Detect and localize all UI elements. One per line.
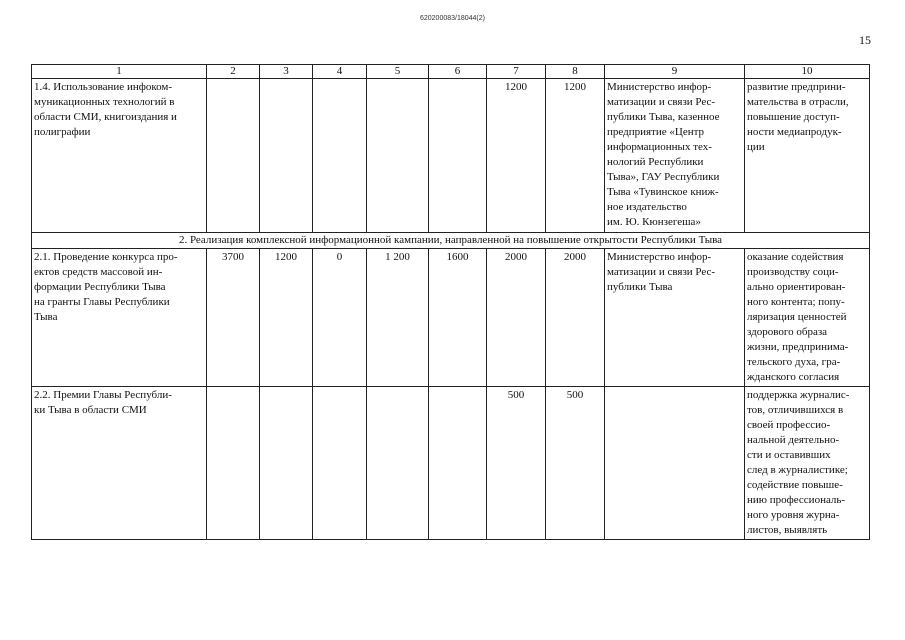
value-cell-col4: 0: [313, 249, 367, 387]
value-cell-col4: [313, 387, 367, 540]
value-cell-col8: 1200: [546, 79, 605, 233]
document-barcode-number: 620200083/18044(2): [419, 15, 485, 22]
header-cell-4: 4: [313, 65, 367, 79]
header-cell-8: 8: [546, 65, 605, 79]
program-activities-table: [31, 64, 870, 540]
header-cell-6: 6: [429, 65, 487, 79]
value-cell-col3: [260, 79, 313, 233]
header-cell-2: 2: [207, 65, 260, 79]
value-cell-col8: 500: [546, 387, 605, 540]
value-cell-col2: 3700: [207, 249, 260, 387]
executor-cell: Министерство инфор- матизации и связи Рес- публики Тыва: [605, 249, 745, 387]
table-row-2-2: [32, 387, 870, 540]
header-cell-1: 1: [32, 65, 207, 79]
table-row-1-4: [32, 79, 870, 233]
value-cell-col3: 1200: [260, 249, 313, 387]
activity-name-cell: 2.2. Премии Главы Республи- ки Тыва в области СМИ: [32, 387, 207, 540]
value-cell-col3: [260, 387, 313, 540]
expected-result-cell: оказание содействия производству соци- ально ориентирован- ного контента; попу- ляризация ценностей здорового образа жизни, предпринима- тельского духа, гра- жданского согласия: [745, 249, 870, 387]
header-cell-10: 10: [745, 65, 870, 79]
section-heading-row: [32, 233, 870, 249]
value-cell-col6: 1600: [429, 249, 487, 387]
page-number: 15: [859, 33, 871, 47]
activity-name-cell: 2.1. Проведение конкурса про- ектов средств массовой ин- формации Республики Тыва на гранты Главы Республики Тыва: [32, 249, 207, 387]
value-cell-col5: [367, 387, 429, 540]
column-number-row: [32, 65, 870, 79]
value-cell-col7: 1200: [487, 79, 546, 233]
header-cell-7: 7: [487, 65, 546, 79]
header-cell-3: 3: [260, 65, 313, 79]
value-cell-col8: 2000: [546, 249, 605, 387]
value-cell-col6: [429, 387, 487, 540]
value-cell-col7: 2000: [487, 249, 546, 387]
value-cell-col4: [313, 79, 367, 233]
value-cell-col5: [367, 79, 429, 233]
table-row-2-1: [32, 249, 870, 387]
value-cell-col2: [207, 79, 260, 233]
executor-cell: [605, 387, 745, 540]
header-cell-5: 5: [367, 65, 429, 79]
value-cell-col2: [207, 387, 260, 540]
expected-result-cell: поддержка журналис- тов, отличившихся в своей профессио- нальной деятельно- сти и оставивших след в журналистике; содействие повыше- нию профессиональ- ного уровня журна- листов, выявлять: [745, 387, 870, 540]
value-cell-col6: [429, 79, 487, 233]
expected-result-cell: развитие предприни- мательства в отрасли, повышение доступ- ности медиапродук- ции: [745, 79, 870, 233]
value-cell-col5: 1 200: [367, 249, 429, 387]
value-cell-col7: 500: [487, 387, 546, 540]
section-2-title: 2. Реализация комплексной информационной кампании, направленной на повышение открытости Республики Тыва: [32, 233, 870, 249]
activity-name-cell: 1.4. Использование инфоком- муникационных технологий в области СМИ, книгоиздания и полиграфии: [32, 79, 207, 233]
executor-cell: Министерство инфор- матизации и связи Рес- публики Тыва, казенное предприятие «Центр информационных тех- нологий Республики Тыва», ГАУ Республики Тыва «Тувинское книж- ное издательство им. Ю. Кюнзегеша»: [605, 79, 745, 233]
header-cell-9: 9: [605, 65, 745, 79]
